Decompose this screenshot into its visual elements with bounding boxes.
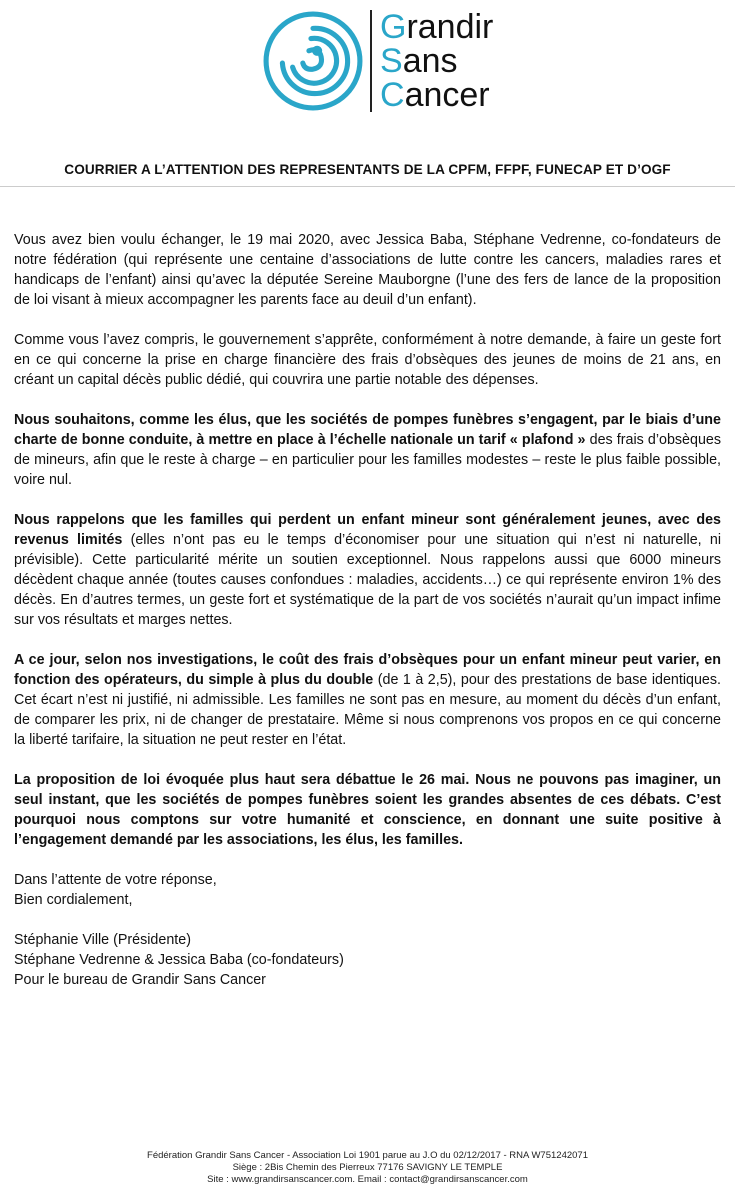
- brand-line-grandir: Grandir: [380, 8, 494, 46]
- brand-wordmark: [370, 10, 493, 112]
- paragraph-4-bold: Nous rappelons que les familles qui perdent un enfant mineur sont généralement jeunes, avec des revenus limités: [14, 512, 721, 548]
- paragraph-1: Vous avez bien voulu échanger, le 19 mai 2020, avec Jessica Baba, Stéphane Vedrenne, co-fondateurs de notre fédération (qui représente une centaine d’associations de lutte contre les cancers, maladies rares et handicaps de l’enfant) ainsi qu’avec la députée Sereine Mauborgne (l’une des fers de lance de la proposition de loi visant à mieux accompagner les parents face au deuil d’un enfant).: [14, 232, 721, 308]
- signature-line-1: Stéphanie Ville (Présidente): [14, 932, 191, 948]
- letter-title: COURRIER A L’ATTENTION DES REPRESENTANTS DE LA CPFM, FFPF, FUNECAP ET D’OGF: [64, 162, 671, 177]
- title-divider: [0, 186, 735, 187]
- letter-body: [14, 230, 721, 990]
- paragraph-6: [14, 770, 721, 850]
- signature-line-3: Pour le bureau de Grandir Sans Cancer: [14, 972, 266, 988]
- paragraph-3: [14, 410, 721, 490]
- paragraph-6-bold: La proposition de loi évoquée plus haut sera débattue le 26 mai. Nous ne pouvons pas imaginer, un seul instant, que les sociétés de pompes funèbres soient les grandes absentes de ces débats. C’est pourquoi nous comptons sur votre humanité et conscience, en donnant une suite positive à l’engagement demandé par les associations, les élus, les familles.: [14, 772, 721, 848]
- brand-line-sans: Sans: [380, 42, 458, 80]
- paragraph-4-rest: (elles n’ont pas eu le temps d’économiser pour une situation qui n’est ni naturelle, ni prévisible). Cette particularité mérite un soutien exceptionnel. Nous rappelons aussi que 6000 mineurs décèdent chaque année (toutes causes confondues : maladies, accidents…) ce qui représente environ 1% des décès. En d’autres termes, un geste fort et systématique de la part de vos sociétés n’aurait qu’un impact infime sur vos résultats et marges nettes.: [14, 532, 721, 628]
- signature-line-2: Stéphane Vedrenne & Jessica Baba (co-fondateurs): [14, 952, 344, 968]
- spiral-fetus-icon: [262, 10, 364, 112]
- paragraph-5: [14, 650, 721, 750]
- paragraph-4: [14, 510, 721, 630]
- letterhead-logo: [0, 4, 735, 124]
- brand-line-cancer: Cancer: [380, 76, 490, 114]
- paragraph-3-rest: des frais d’obsèques de mineurs, afin que le reste à charge – en particulier pour les familles modestes – reste le plus faible possible, voire nul.: [14, 432, 721, 488]
- paragraph-5-rest: (de 1 à 2,5), pour des prestations de base identiques. Cet écart n’est ni justifié, ni admissible. Les familles ne sont pas en mesure, au moment du décès d’un enfant, de comparer les prix, ni de changer de prestataire. Même si nous comprenons vos propos en ce qui concerne la liberté tarifaire, la situation ne peut rester en l’état.: [14, 672, 722, 748]
- footer-line-2: Siège : 2Bis Chemin des Pierreux 77176 SAVIGNY LE TEMPLE: [232, 1162, 503, 1173]
- letter-footer: [0, 1150, 735, 1186]
- paragraph-2: Comme vous l’avez compris, le gouvernement s’apprête, conformément à notre demande, à faire un geste fort en ce qui concerne la prise en charge financière des frais d’obsèques des jeunes de moins de 21 ans, en créant un capital décès public dédié, qui couvrira une partie notable des dépenses.: [14, 332, 721, 388]
- closing-line-2: Bien cordialement,: [14, 892, 133, 908]
- signature: [14, 930, 721, 990]
- closing: [14, 870, 721, 910]
- closing-line-1: Dans l’attente de votre réponse,: [14, 872, 217, 888]
- footer-line-1: Fédération Grandir Sans Cancer - Association Loi 1901 parue au J.O du 02/12/2017 - RNA W751242071: [147, 1150, 588, 1161]
- paragraph-3-bold: Nous souhaitons, comme les élus, que les sociétés de pompes funèbres s’engagent, par le biais d’une charte de bonne conduite, à mettre en place à l’échelle nationale un tarif « plafond »: [14, 412, 721, 448]
- paragraph-5-bold: A ce jour, selon nos investigations, le coût des frais d’obsèques pour un enfant mineur peut varier, en fonction des opérateurs, du simple à plus du double: [14, 652, 721, 688]
- footer-line-3: Site : www.grandirsanscancer.com. Email : contact@grandirsanscancer.com: [207, 1174, 528, 1185]
